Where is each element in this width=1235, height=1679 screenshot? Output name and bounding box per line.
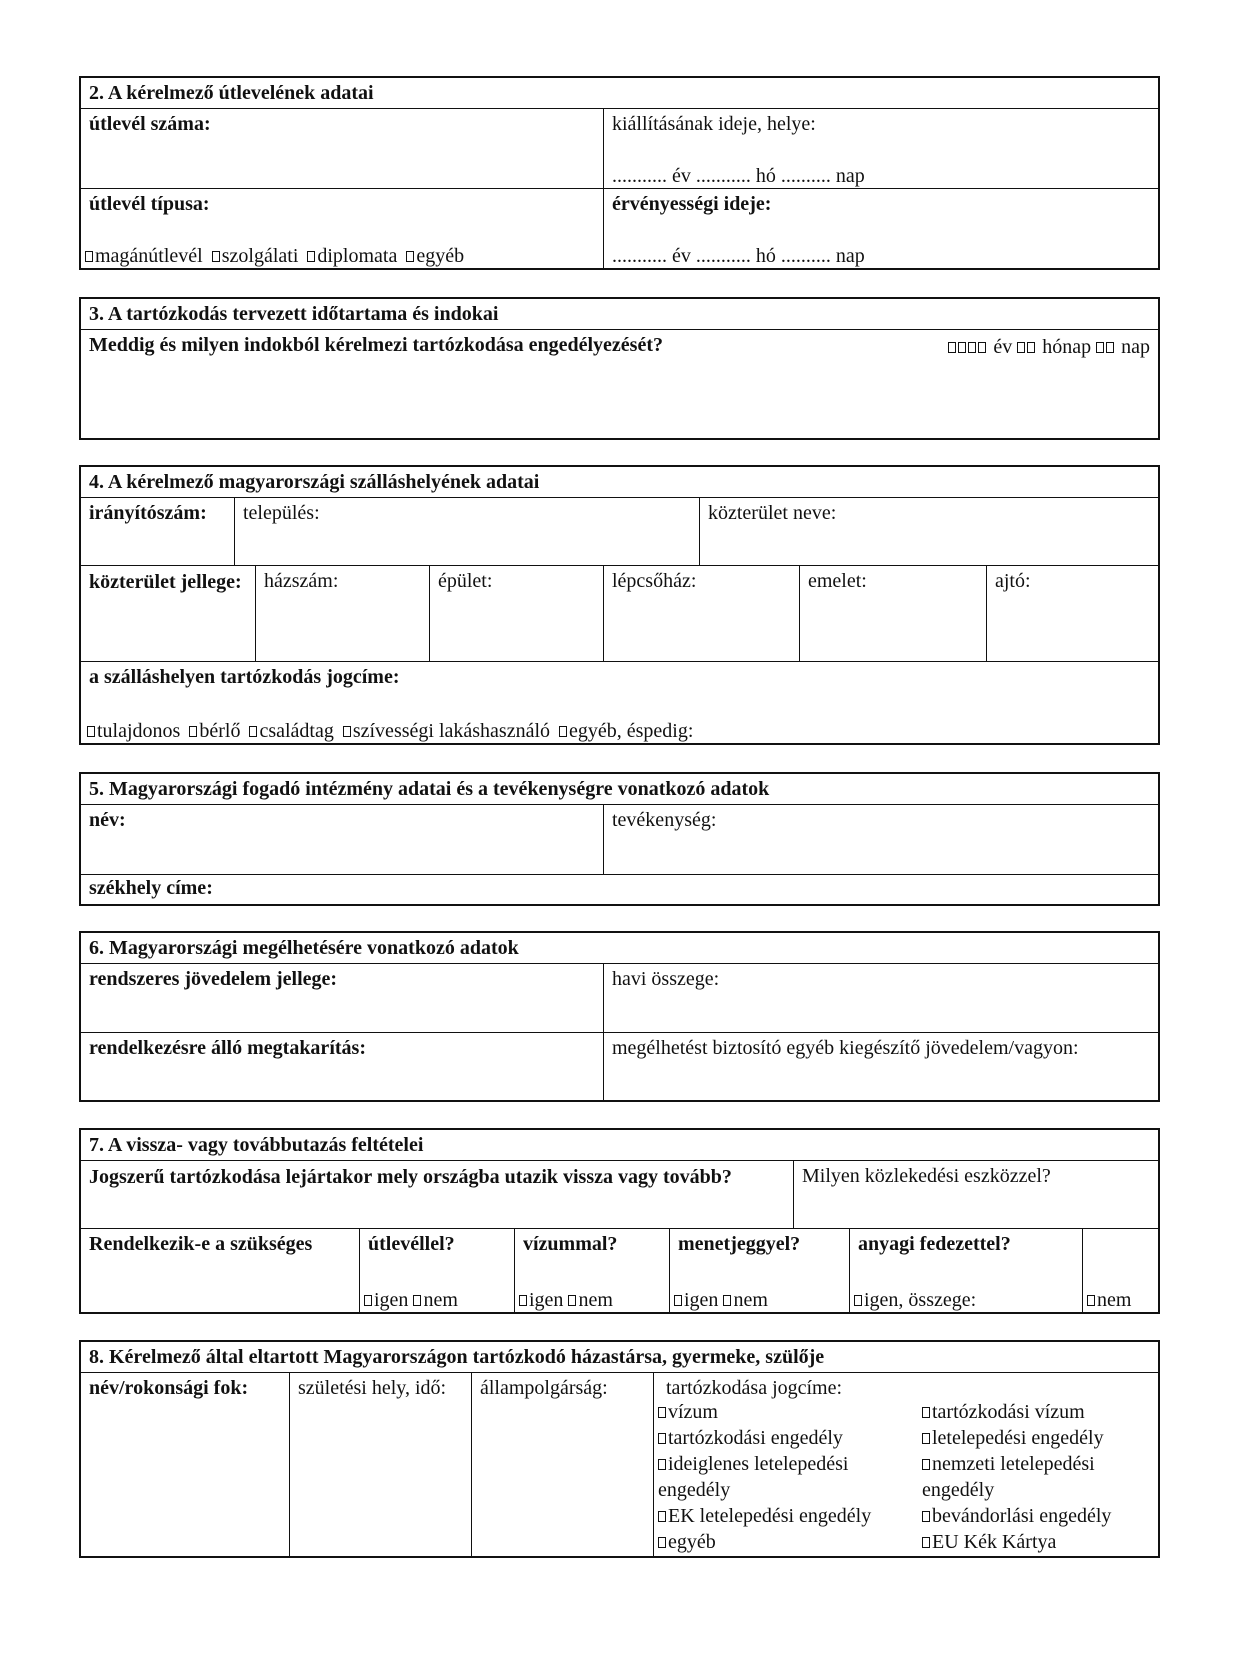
section-title: 4. A kérelmező magyarországi szálláshelyének adatai <box>89 471 540 493</box>
ticket-question: menetjeggyel? igen nem <box>669 1229 849 1312</box>
checkbox-option[interactable]: egyéb, éspedig: <box>559 720 693 742</box>
income-type-field[interactable]: rendszeres jövedelem jellege: <box>89 968 338 990</box>
section-stay-duration <box>79 297 1160 440</box>
section-livelihood <box>79 931 1160 1102</box>
stairway-field[interactable]: lépcsőház: <box>603 566 799 661</box>
issue-label: kiállításának ideje, helye: <box>612 113 816 135</box>
residence-status-field <box>653 1373 1158 1556</box>
floor-field[interactable]: emelet: <box>799 566 986 661</box>
funds-no <box>1082 1229 1158 1312</box>
checkbox-option[interactable]: egyéb <box>658 1529 920 1555</box>
checkbox-option[interactable]: EU Kék Kártya <box>922 1529 1150 1555</box>
status-label: tartózkodása jogcíme: <box>666 1377 843 1399</box>
issue-field[interactable] <box>603 109 1158 188</box>
street-name-field[interactable]: közterület neve: <box>699 498 1158 565</box>
section-accommodation <box>79 465 1160 745</box>
transport-field[interactable]: Milyen közlekedési eszközzel? <box>793 1161 1158 1228</box>
citizenship-field[interactable]: állampolgárság: <box>471 1373 653 1556</box>
accommodation-title-label: a szálláshelyen tartózkodás jogcíme: <box>89 666 400 688</box>
checkbox-option[interactable]: szolgálati <box>212 245 299 267</box>
section-title: 8. Kérelmező által eltartott Magyarországon tartózkodó házastársa, gyermeke, szülője <box>89 1346 825 1368</box>
section-title: 7. A vissza- vagy továbbutazás feltételei <box>89 1134 424 1156</box>
name-relation-field[interactable]: név/rokonsági fok: <box>89 1377 249 1399</box>
checkbox-option[interactable]: egyéb <box>406 245 464 267</box>
passport-number-label: útlevél száma: <box>89 113 211 135</box>
checkbox-option[interactable]: ideiglenes letelepedési engedély <box>658 1453 849 1501</box>
other-income-field[interactable]: megélhetést biztosító egyéb kiegészítő jövedelem/vagyon: <box>603 1033 1158 1100</box>
section-return-travel <box>79 1128 1160 1314</box>
street-type-field[interactable]: közterület jellege: <box>89 571 242 593</box>
checkbox-option[interactable]: szívességi lakáshasználó <box>343 720 550 742</box>
checkbox-option[interactable]: magánútlevél <box>85 245 203 267</box>
section-title: 6. Magyarországi megélhetésére vonatkozó adatok <box>89 937 519 959</box>
checkbox-option[interactable]: bevándorlási engedély <box>922 1503 1150 1529</box>
checkbox-option[interactable]: tartózkodási engedély <box>658 1425 920 1451</box>
checkbox-option[interactable]: EK letelepedési engedély <box>658 1503 920 1529</box>
checkbox-option[interactable]: diplomata <box>307 245 397 267</box>
passport-type-label: útlevél típusa: <box>89 193 210 215</box>
stay-reason-field[interactable] <box>81 329 1158 438</box>
checkbox-option[interactable]: nem <box>413 1289 457 1311</box>
checkbox-option[interactable]: nemzeti letelepedési engedély <box>922 1453 1095 1501</box>
checkbox-option[interactable]: nem <box>568 1289 612 1311</box>
postcode-field[interactable]: irányítószám: <box>89 502 207 524</box>
section-passport <box>79 76 1160 270</box>
savings-field[interactable]: rendelkezésre álló megtakarítás: <box>89 1037 366 1059</box>
issue-date: ........... év ........... hó .......... nap <box>612 165 865 187</box>
visa-question: vízummal? igen nem <box>514 1229 669 1312</box>
checkbox-option[interactable]: bérlő <box>189 720 240 742</box>
checkbox-option[interactable]: nem <box>723 1289 767 1311</box>
passport-number-field[interactable] <box>81 109 603 188</box>
house-number-field[interactable]: házszám: <box>255 566 429 661</box>
validity-field[interactable] <box>603 189 1158 268</box>
validity-date: ........... év ........... hó .......... nap <box>612 245 865 267</box>
host-address-field[interactable]: székhely címe: <box>81 874 1158 904</box>
building-field[interactable]: épület: <box>429 566 603 661</box>
host-name-field[interactable]: név: <box>89 809 126 831</box>
section-host-institution <box>79 772 1160 906</box>
checkbox-option[interactable]: igen <box>519 1289 563 1311</box>
door-field[interactable]: ajtó: <box>986 566 1158 661</box>
checkbox-option[interactable]: családtag <box>249 720 333 742</box>
checkbox-option[interactable]: igen <box>364 1289 408 1311</box>
activity-field[interactable]: tevékenység: <box>603 805 1158 874</box>
checkbox-option[interactable]: tartózkodási vízum <box>922 1399 1150 1425</box>
checkbox-option[interactable]: nem <box>1087 1289 1131 1311</box>
section-title: 2. A kérelmező útlevelének adatai <box>89 82 374 104</box>
section-dependants <box>79 1340 1160 1558</box>
passport-question: útlevéllel? igen nem <box>359 1229 514 1312</box>
birth-field[interactable]: születési hely, idő: <box>289 1373 471 1556</box>
requirements-label: Rendelkezik-e a szükséges <box>89 1233 313 1255</box>
stay-question: Meddig és milyen indokból kérelmezi tartózkodása engedélyezését? <box>89 334 664 356</box>
monthly-amount-field[interactable]: havi összege: <box>603 964 1158 1032</box>
duration-boxes[interactable]: év hónap nap <box>948 336 1150 359</box>
destination-field[interactable]: Jogszerű tartózkodása lejártakor mely országba utazik vissza vagy tovább? <box>89 1166 732 1188</box>
checkbox-option[interactable]: igen, összege: <box>854 1289 976 1311</box>
section-title: 3. A tartózkodás tervezett időtartama és indokai <box>89 303 499 325</box>
funds-question: anyagi fedezettel? igen, összege: <box>849 1229 1082 1312</box>
section-title: 5. Magyarországi fogadó intézmény adatai és a tevékenységre vonatkozó adatok <box>89 778 770 800</box>
passport-type-field <box>81 189 603 268</box>
checkbox-option[interactable]: letelepedési engedély <box>922 1425 1150 1451</box>
settlement-field[interactable]: település: <box>234 498 699 565</box>
validity-label: érvényességi ideje: <box>612 193 772 215</box>
checkbox-option[interactable]: igen <box>674 1289 718 1311</box>
checkbox-option[interactable]: tulajdonos <box>87 720 180 742</box>
checkbox-option[interactable]: vízum <box>658 1399 920 1425</box>
